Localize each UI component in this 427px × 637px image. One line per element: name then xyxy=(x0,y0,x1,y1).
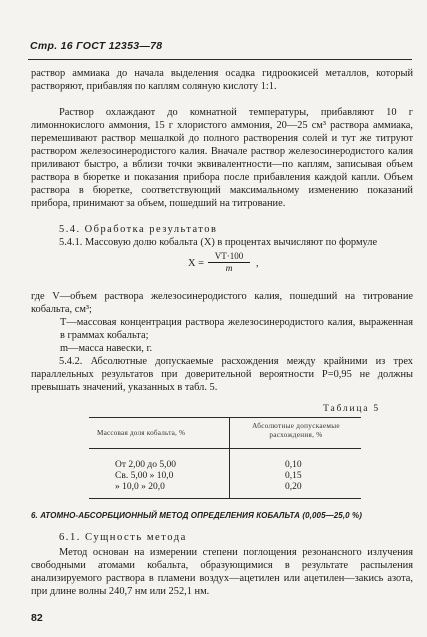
header-rule xyxy=(28,59,412,60)
formula-comma: , xyxy=(256,258,259,269)
table-row-value: 0,15 xyxy=(285,471,302,481)
table-row-range: От 2,00 до 5,00 xyxy=(115,460,176,470)
definition-v: где V—объем раствора железосинеродистого калия, пошедший на титрование кобальта, см³; xyxy=(31,291,413,315)
table-values xyxy=(285,460,302,493)
section-6-1-heading: 6.1. Сущность метода xyxy=(59,532,187,543)
page-header: Стр. 16 ГОСТ 12353—78 xyxy=(30,40,163,52)
formula-numerator: VT·100 xyxy=(208,251,250,263)
table-header-cobalt: Массовая доля кобальта, % xyxy=(97,429,186,437)
table-row-value: 0,10 xyxy=(285,460,302,470)
table-column-divider xyxy=(229,418,230,498)
formula-lhs: X = xyxy=(188,258,204,269)
formula-fraction xyxy=(208,251,250,275)
table-row-range: » 10,0 » 20,0 xyxy=(115,482,165,492)
definition-m: m—масса навески, г. xyxy=(60,343,153,354)
section-6-title: 6. АТОМНО-АБСОРБЦИОННЫЙ МЕТОД ОПРЕДЕЛЕНИЯ КОБАЛЬТА (0,005—25,0 %) xyxy=(31,511,363,520)
table-header-tolerance: Абсолютные допускаемые расхождения, % xyxy=(252,422,340,439)
table-row-range: Св. 5,00 » 10,0 xyxy=(115,471,174,481)
table-5 xyxy=(89,417,361,499)
page-number: 82 xyxy=(31,612,43,624)
paragraph-titration: Раствор охлаждают до комнатной температуры, прибавляют 10 г лимоннокислого аммония, 15 г хлористого аммония, 20—25 см³ раствора аммиака, перемешивают раствор мешалкой до полного растворения солей и тут же титруют раствором железосинеродистого калия. Вначале раствор железосинеродистого калия приливают быстро, а вблизи точки эквивалентности—по каплям, записывая объем раствора в бюретке и показания прибора после прибавления каждой капли. Объем раствора в бюретке, соответствующий максимальному изменению показаний прибора, принимают за объем, пошедший на титрование. xyxy=(31,107,413,209)
paragraph-6-1: Метод основан на измерении степени поглощения резонансного излучения свободными атомами кобальта, образующимися в результате распыления анализируемого раствора в пламени воздух—ацетилен или ацетилен—закись азота, при длине волны 240,7 нм или 252,1 нм. xyxy=(31,547,413,597)
section-5-4-heading: 5.4. Обработка результатов xyxy=(59,224,218,235)
paragraph-5-4-1: 5.4.1. Массовую долю кобальта (X) в процентах вычисляют по формуле xyxy=(59,237,378,248)
table-header-rule xyxy=(89,448,361,449)
table-ranges xyxy=(115,460,176,493)
formula-denominator: m xyxy=(225,264,233,274)
paragraph-intro: раствор аммиака до начала выделения осадка гидроокисей металлов, который растворяют, прибавляя по каплям соляную кислоту 1:1. xyxy=(31,68,413,92)
table-row-value: 0,20 xyxy=(285,482,302,492)
definition-t: T—массовая концентрация раствора железосинеродистого калия, выраженная в граммах кобальта; xyxy=(60,317,413,341)
table-caption: Таблица 5 xyxy=(323,404,380,414)
paragraph-5-4-2: 5.4.2. Абсолютные допускаемые расхождения между крайними из трех параллельных результатов при доверительной вероятности P=0,95 не должны превышать значений, указанных в табл. 5. xyxy=(31,356,413,393)
